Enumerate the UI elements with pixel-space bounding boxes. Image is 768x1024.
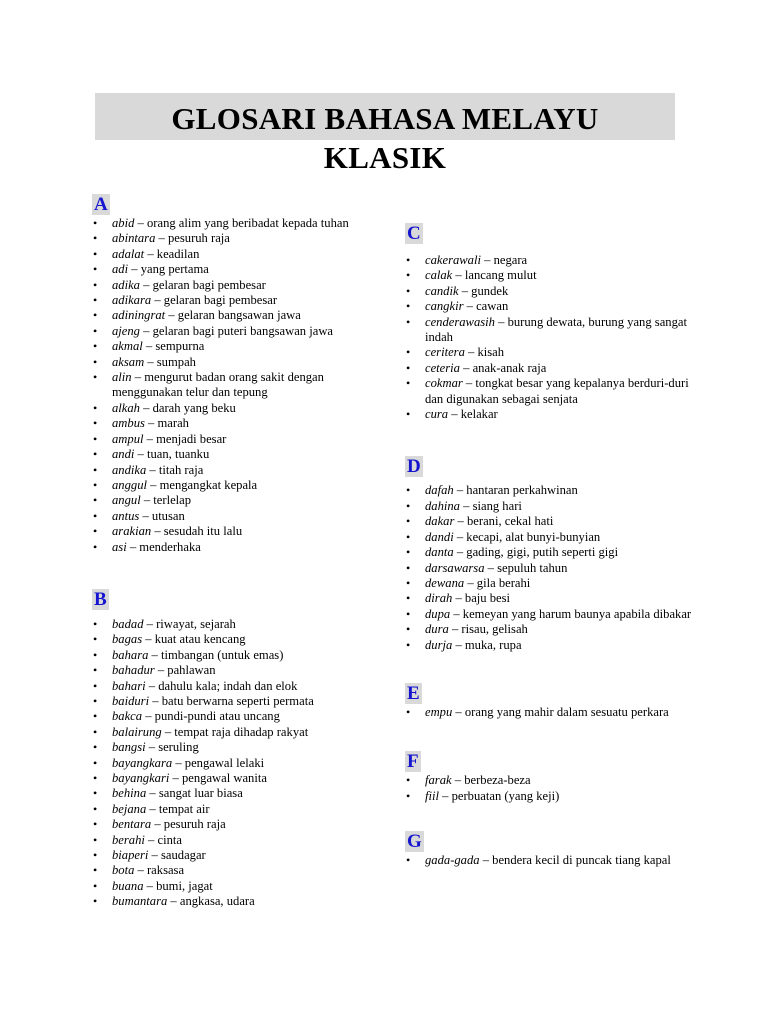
entry-definition: baju besi [464, 591, 511, 606]
glossary-entry [92, 247, 392, 262]
right-column [405, 223, 705, 869]
entry-separator: – [143, 878, 157, 893]
entry-separator: – [459, 498, 473, 513]
entry-definition: berbeza-beza [464, 773, 531, 788]
glossary-entry [92, 894, 392, 909]
entry-separator: – [161, 724, 175, 739]
entry-term: empu [425, 704, 453, 719]
entry-term: danta [425, 545, 454, 560]
entry-term: bumantara [112, 894, 168, 909]
entry-separator: – [144, 416, 158, 431]
glossary-entry [92, 493, 392, 508]
entry-definition: sumpah [156, 354, 196, 369]
entry-separator: – [140, 493, 154, 508]
entry-separator: – [453, 483, 467, 498]
glossary-entry [92, 293, 392, 308]
section-letter: F [407, 751, 419, 773]
entry-definition: yang pertama [140, 262, 209, 277]
entry-definition: cawan [476, 299, 509, 314]
entry-term: bahari [112, 678, 146, 693]
entry-definition: batu berwarna seperti permata [161, 693, 314, 708]
entry-term: bota [112, 863, 135, 878]
glossary-entry [92, 401, 392, 416]
entry-separator: – [452, 591, 465, 606]
entry-definition: raksasa [146, 863, 185, 878]
entry-definition: bendera kecil di puncak tiang kapal [492, 853, 671, 868]
entry-separator: – [143, 431, 157, 446]
entry-separator: – [448, 407, 461, 422]
glossary-list [405, 483, 705, 652]
entry-definition: kelakar [460, 407, 498, 422]
entry-separator: – [448, 622, 462, 637]
entry-term: aksam [112, 354, 145, 369]
entry-separator: – [134, 216, 147, 230]
entry-separator: – [143, 616, 157, 631]
entry-definition: gelaran bangsawan jawa [177, 308, 301, 323]
section-b [92, 589, 392, 910]
entry-definition: perbuatan (yang keji) [451, 788, 560, 803]
entry-definition: sesudah itu lalu [163, 524, 243, 539]
entry-term: gada-gada [425, 853, 480, 868]
entry-separator: – [452, 637, 465, 652]
entry-separator: – [151, 817, 164, 832]
entry-separator: – [479, 853, 493, 868]
entry-definition: pesuruh raja [163, 817, 226, 832]
entry-separator: – [139, 400, 153, 415]
section-letter: D [407, 456, 421, 478]
entry-definition: kecapi, alat bunyi-bunyian [466, 529, 601, 544]
entry-definition: sangat luar biasa [158, 786, 243, 801]
entry-definition: seruling [158, 740, 199, 755]
glossary-entry [92, 679, 392, 694]
glossary-entry [405, 299, 705, 314]
glossary-entry [405, 361, 705, 376]
entry-separator: – [484, 560, 498, 575]
entry-definition: lancang mulut [464, 268, 537, 283]
entry-definition: dahulu kala; indah dan elok [158, 678, 298, 693]
entry-separator: – [169, 771, 182, 785]
entry-definition: saudagar [160, 848, 206, 863]
section-c [405, 223, 705, 422]
entry-term: bagas [112, 632, 143, 647]
entry-term: adi [112, 262, 129, 277]
entry-definition: sempurna [155, 339, 205, 354]
glossary-list [92, 617, 392, 910]
section-e [405, 683, 705, 720]
entry-separator: – [452, 704, 465, 719]
glossary-entry [92, 879, 392, 894]
entry-definition: kemeyan yang harum baunya apabila dibakar [462, 606, 692, 621]
entry-definition: pesuruh raja [167, 231, 230, 246]
entry-definition: keadilan [156, 246, 200, 261]
entry-definition: titah raja [158, 462, 204, 477]
entry-definition: menderhaka [139, 539, 201, 554]
entry-definition: utusan [151, 508, 185, 523]
entry-separator: – [453, 545, 467, 560]
entry-separator: – [126, 539, 140, 554]
glossary-entry [92, 863, 392, 878]
entry-separator: – [146, 801, 159, 816]
entry-separator: – [454, 514, 467, 529]
entry-term: ajeng [112, 323, 140, 338]
entry-separator: – [134, 447, 147, 462]
entry-definition: risau, gelisah [461, 622, 528, 637]
glossary-entry [92, 648, 392, 663]
glossary-entry [405, 514, 705, 529]
entry-definition: gelaran bagi puteri bangsawan jawa [152, 323, 334, 338]
glossary-entry [92, 694, 392, 709]
glossary-entry [405, 591, 705, 606]
entry-term: baiduri [112, 693, 150, 708]
glossary-entry [405, 561, 705, 576]
glossary-entry [405, 545, 705, 560]
glossary-entry [92, 478, 392, 493]
glossary-entry [405, 773, 705, 788]
glossary-entry [405, 576, 705, 591]
entry-separator: – [149, 693, 162, 708]
glossary-entry [92, 524, 392, 539]
entry-definition: kuat atau kencang [154, 632, 246, 647]
entry-definition: burung dewata, burung yang sangat indah [425, 314, 687, 345]
entry-term: dakar [425, 514, 455, 529]
entry-definition: bumi, jagat [156, 878, 213, 893]
glossary-entry [92, 231, 392, 246]
glossary-entry [92, 278, 392, 293]
entry-definition: anak-anak raja [472, 360, 547, 375]
entry-separator: – [155, 231, 168, 246]
glossary-entry [92, 308, 392, 323]
entry-separator: – [144, 354, 157, 369]
entry-separator: – [480, 253, 494, 267]
entry-definition: sepuluh tahun [497, 560, 568, 575]
entry-term: andi [112, 447, 135, 462]
entry-term: alin [112, 370, 132, 385]
entry-separator: – [142, 339, 156, 354]
entry-separator: – [494, 314, 508, 329]
glossary-entry [92, 786, 392, 801]
entry-definition: riwayat, sejarah [156, 616, 236, 631]
glossary-entry [92, 771, 392, 786]
entry-term: bentara [112, 817, 152, 832]
entry-separator: – [146, 462, 159, 477]
entry-definition: siang hari [472, 498, 522, 513]
entry-separator: – [464, 345, 478, 360]
entry-term: anggul [112, 477, 147, 492]
entry-term: adika [112, 277, 140, 292]
section-a [92, 194, 392, 555]
entry-definition: tuan, tuanku [146, 447, 210, 462]
entry-definition: gelaran bagi pembesar [152, 277, 266, 292]
entry-definition: tongkat besar yang kepalanya berduri-duri dan digunakan sebagai senjata [425, 376, 689, 406]
entry-definition: angkasa, udara [179, 894, 255, 909]
entry-separator: – [144, 246, 157, 261]
entry-definition: hantaran perkahwinan [466, 483, 578, 498]
entry-definition: darah yang beku [152, 400, 236, 415]
section-letter: G [407, 831, 422, 853]
entry-term: calak [425, 268, 453, 283]
glossary-entry [92, 802, 392, 817]
entry-term: ambus [112, 416, 145, 431]
entry-term: ceritera [425, 345, 465, 360]
glossary-entry [405, 253, 705, 268]
glossary-entry [405, 483, 705, 498]
entry-separator: – [139, 508, 152, 523]
glossary-entry [405, 789, 705, 804]
entry-separator: – [464, 575, 477, 590]
entry-term: bayangkara [112, 755, 173, 770]
entry-separator: – [145, 678, 159, 693]
glossary-entry [92, 370, 392, 401]
glossary-entry [92, 617, 392, 632]
glossary-entry [92, 509, 392, 524]
entry-term: andika [112, 462, 147, 477]
entry-definition: gading, gigi, putih seperti gigi [466, 545, 619, 560]
entry-term: buana [112, 878, 144, 893]
entry-separator: – [453, 529, 467, 544]
page-title-line-2: KLASIK [323, 140, 447, 175]
entry-separator: – [144, 832, 158, 847]
entry-definition: marah [157, 416, 189, 431]
entry-definition: mengangkat kepala [159, 477, 258, 492]
glossary-entry [405, 622, 705, 637]
entry-definition: tempat raja dihadap rakyat [174, 724, 309, 739]
entry-term: dahina [425, 498, 460, 513]
glossary-entry [92, 740, 392, 755]
entry-term: bayangkari [112, 771, 170, 785]
glossary-entry [405, 638, 705, 653]
glossary-entry [405, 376, 705, 407]
entry-term: durja [425, 637, 453, 652]
glossary-list [405, 773, 705, 804]
entry-definition: cinta [157, 832, 182, 847]
section-letter: E [407, 682, 420, 704]
entry-term: bahara [112, 647, 149, 662]
glossary-entry [92, 756, 392, 771]
entry-term: bejana [112, 801, 147, 816]
entry-term: dewana [425, 575, 465, 590]
entry-term: dirah [425, 591, 453, 606]
entry-term: dandi [425, 529, 454, 544]
entry-definition: pengawal lelaki [184, 755, 265, 770]
glossary-entry [405, 284, 705, 299]
entry-definition: mengurut badan orang sakit dengan menggunakan telur dan tepung [112, 370, 324, 400]
entry-term: akmal [112, 339, 143, 354]
glossary-entry [405, 705, 705, 720]
entry-separator: – [139, 323, 153, 338]
entry-separator: – [459, 360, 473, 375]
entry-term: cokmar [425, 376, 463, 391]
entry-term: dura [425, 622, 449, 637]
glossary-list [405, 705, 705, 720]
section-letter: A [94, 194, 108, 215]
left-column [92, 194, 392, 910]
glossary-entry [92, 709, 392, 724]
entry-term: badad [112, 616, 144, 631]
entry-definition: timbangan (untuk emas) [160, 647, 284, 662]
entry-term: cura [425, 407, 449, 422]
entry-definition: orang alim yang beribadat kepada tuhan [146, 216, 349, 230]
glossary-entry [92, 216, 392, 231]
glossary-entry [405, 853, 705, 868]
entry-separator: – [151, 293, 164, 308]
glossary-entry [92, 663, 392, 678]
glossary-entry [92, 848, 392, 863]
entry-term: cenderawasih [425, 314, 495, 329]
entry-term: fiil [425, 788, 439, 803]
glossary-entry [92, 632, 392, 647]
entry-term: alkah [112, 400, 140, 415]
entry-separator: – [451, 773, 465, 788]
entry-separator: – [145, 740, 159, 755]
entry-separator: – [167, 894, 180, 909]
entry-definition: menjadi besar [156, 431, 227, 446]
entry-separator: – [463, 299, 477, 314]
glossary-entry [92, 416, 392, 431]
glossary-entry [92, 432, 392, 447]
entry-separator: – [142, 632, 155, 647]
entry-definition: berani, cekal hati [466, 514, 554, 529]
entry-separator: – [452, 268, 465, 283]
entry-separator: – [146, 786, 159, 801]
entry-separator: – [172, 755, 185, 770]
entry-term: behina [112, 786, 147, 801]
entry-separator: – [131, 370, 145, 385]
glossary-entry [92, 339, 392, 354]
entry-term: adikara [112, 293, 152, 308]
entry-definition: gila berahi [476, 575, 531, 590]
entry-term: bakca [112, 709, 143, 724]
entry-term: abid [112, 216, 135, 230]
entry-separator: – [128, 262, 141, 277]
entry-term: antus [112, 508, 140, 523]
entry-definition: pahlawan [167, 663, 216, 678]
entry-term: cakerawali [425, 253, 481, 267]
glossary-entry [92, 262, 392, 277]
entry-term: bahadur [112, 663, 155, 678]
glossary-entry [405, 530, 705, 545]
entry-term: adiningrat [112, 308, 166, 323]
entry-term: darsawarsa [425, 560, 485, 575]
entry-term: angul [112, 493, 141, 508]
entry-definition: negara [493, 253, 528, 267]
page-title-line-1: GLOSARI BAHASA MELAYU [171, 101, 599, 136]
entry-separator: – [154, 663, 168, 678]
glossary-entry [92, 725, 392, 740]
entry-term: berahi [112, 832, 145, 847]
entry-definition: gelaran bagi pembesar [163, 293, 278, 308]
section-letter: B [94, 588, 107, 610]
glossary-entry [92, 355, 392, 370]
entry-term: bangsi [112, 740, 146, 755]
section-d [405, 456, 705, 652]
entry-definition: pundi-pundi atau uncang [154, 709, 280, 724]
entry-separator: – [439, 788, 452, 803]
glossary-entry [405, 268, 705, 283]
entry-term: adalat [112, 246, 145, 261]
entry-separator: – [139, 277, 153, 292]
glossary-entry [92, 324, 392, 339]
entry-term: biaperi [112, 848, 149, 863]
entry-definition: terlelap [153, 493, 192, 508]
entry-term: ampul [112, 431, 144, 446]
entry-term: candik [425, 283, 459, 298]
entry-definition: muka, rupa [464, 637, 522, 652]
entry-separator: – [165, 308, 178, 323]
entry-separator: – [148, 647, 161, 662]
entry-definition: orang yang mahir dalam sesuatu perkara [464, 704, 669, 719]
glossary-entry [92, 817, 392, 832]
entry-definition: tempat air [158, 801, 210, 816]
glossary-entry [405, 345, 705, 360]
entry-separator: – [450, 606, 463, 621]
glossary-entry [405, 407, 705, 422]
entry-separator: – [146, 477, 160, 492]
glossary-entry [92, 833, 392, 848]
entry-separator: – [462, 376, 476, 391]
glossary-list [405, 853, 705, 868]
entry-term: dafah [425, 483, 454, 498]
section-g [405, 831, 705, 868]
glossary-entry [405, 499, 705, 514]
entry-separator: – [142, 709, 155, 724]
glossary-list [92, 216, 392, 555]
glossary-entry [405, 315, 705, 346]
entry-term: dupa [425, 606, 451, 621]
entry-separator: – [458, 283, 472, 298]
entry-term: abintara [112, 231, 156, 246]
entry-separator: – [151, 524, 164, 539]
entry-term: cangkir [425, 299, 464, 314]
entry-separator: – [134, 863, 147, 878]
glossary-list [405, 253, 705, 422]
entry-definition: kisah [477, 345, 505, 360]
entry-term: arakian [112, 524, 152, 539]
glossary-entry [92, 447, 392, 462]
glossary-entry [405, 607, 705, 622]
section-f [405, 751, 705, 804]
entry-definition: gundek [471, 283, 509, 298]
entry-separator: – [148, 848, 161, 863]
entry-definition: pengawal wanita [181, 771, 267, 785]
glossary-entry [92, 540, 392, 555]
entry-term: asi [112, 539, 127, 554]
section-letter: C [407, 223, 421, 244]
entry-term: ceteria [425, 360, 460, 375]
entry-term: balairung [112, 724, 162, 739]
glossary-entry [92, 463, 392, 478]
entry-term: farak [425, 773, 452, 788]
